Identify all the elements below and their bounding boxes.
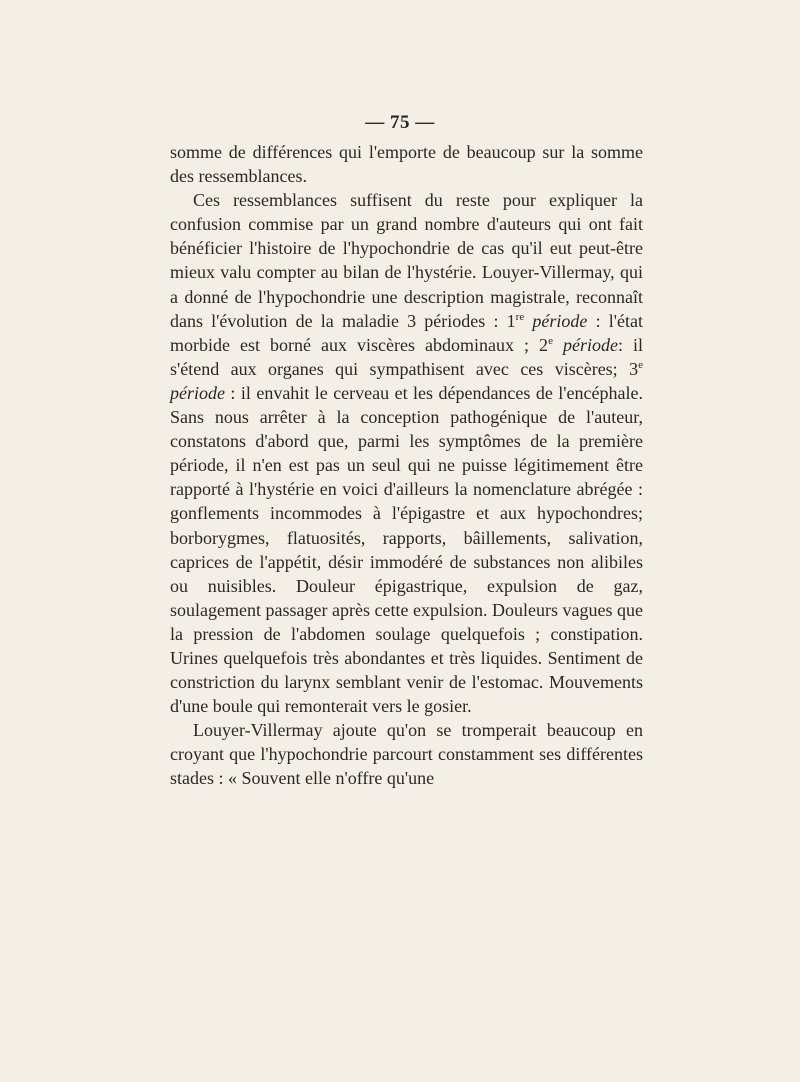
italic-term: période — [170, 382, 225, 403]
paragraph-continuation: somme de différences qui l'emporte de beaucoup sur la somme des ressemblances. — [170, 142, 643, 187]
italic-term: période — [532, 310, 588, 331]
text-segment: : l'état morbide est borné aux viscères abdominaux ; 2 — [170, 310, 643, 355]
italic-term: période — [562, 334, 618, 355]
page-body-text — [170, 140, 643, 791]
superscript: e — [548, 334, 553, 347]
text-segment: : il envahit le cerveau et les dépendances de l'encéphale. Sans nous arrêter à la conception pathogénique de l'auteur, constatons d'abord que, parmi les symptômes de la première période, il n'en est pas un seul qui ne puisse légitimement être rapporté à l'hystérie en voici d'ailleurs la nomenclature abrégée : gonflements incommodes à l'épigastre et aux hypochondres; borborygmes, flatuosités, rapports, bâillements, salivation, caprices de l'appétit, désir immodéré de substances non alibiles ou nuisibles. Douleur épigastrique, expulsion de gaz, soulagement passager après cette expulsion. Douleurs vagues que la pression de l'abdomen soulage quelquefois ; constipation. Urines quelquefois très abondantes et très liquides. Sentiment de constriction du larynx semblant venir de l'estomac. Mouvements d'une boule qui remonterait vers le gosier. — [170, 382, 643, 717]
superscript: re — [515, 310, 525, 323]
page-number: — 75 — — [365, 112, 435, 133]
superscript: e — [638, 358, 643, 371]
text-segment: Ces ressemblances suffisent du reste pour expliquer la confusion commise par un grand nombre d'auteurs qui ont fait bénéficier l'histoire de l'hypochondrie de cas qu'il eut peut-être mieux valu compter au bilan de l'hystérie. Louyer-Villermay, qui a donné de l'hypochondrie une description magistrale, reconnaît dans l'évolution de la maladie 3 périodes : 1 — [170, 190, 643, 331]
paragraph-ressemblances — [170, 188, 643, 718]
text-segment: : il s'étend aux organes qui sympathisent avec ces viscères; 3 — [170, 334, 643, 379]
paragraph-louyer-villermay: Louyer-Villermay ajoute qu'on se tromperait beaucoup en croyant que l'hypochondrie parcourt constamment ses différentes stades : « Souvent elle n'offre qu'une — [170, 720, 643, 789]
